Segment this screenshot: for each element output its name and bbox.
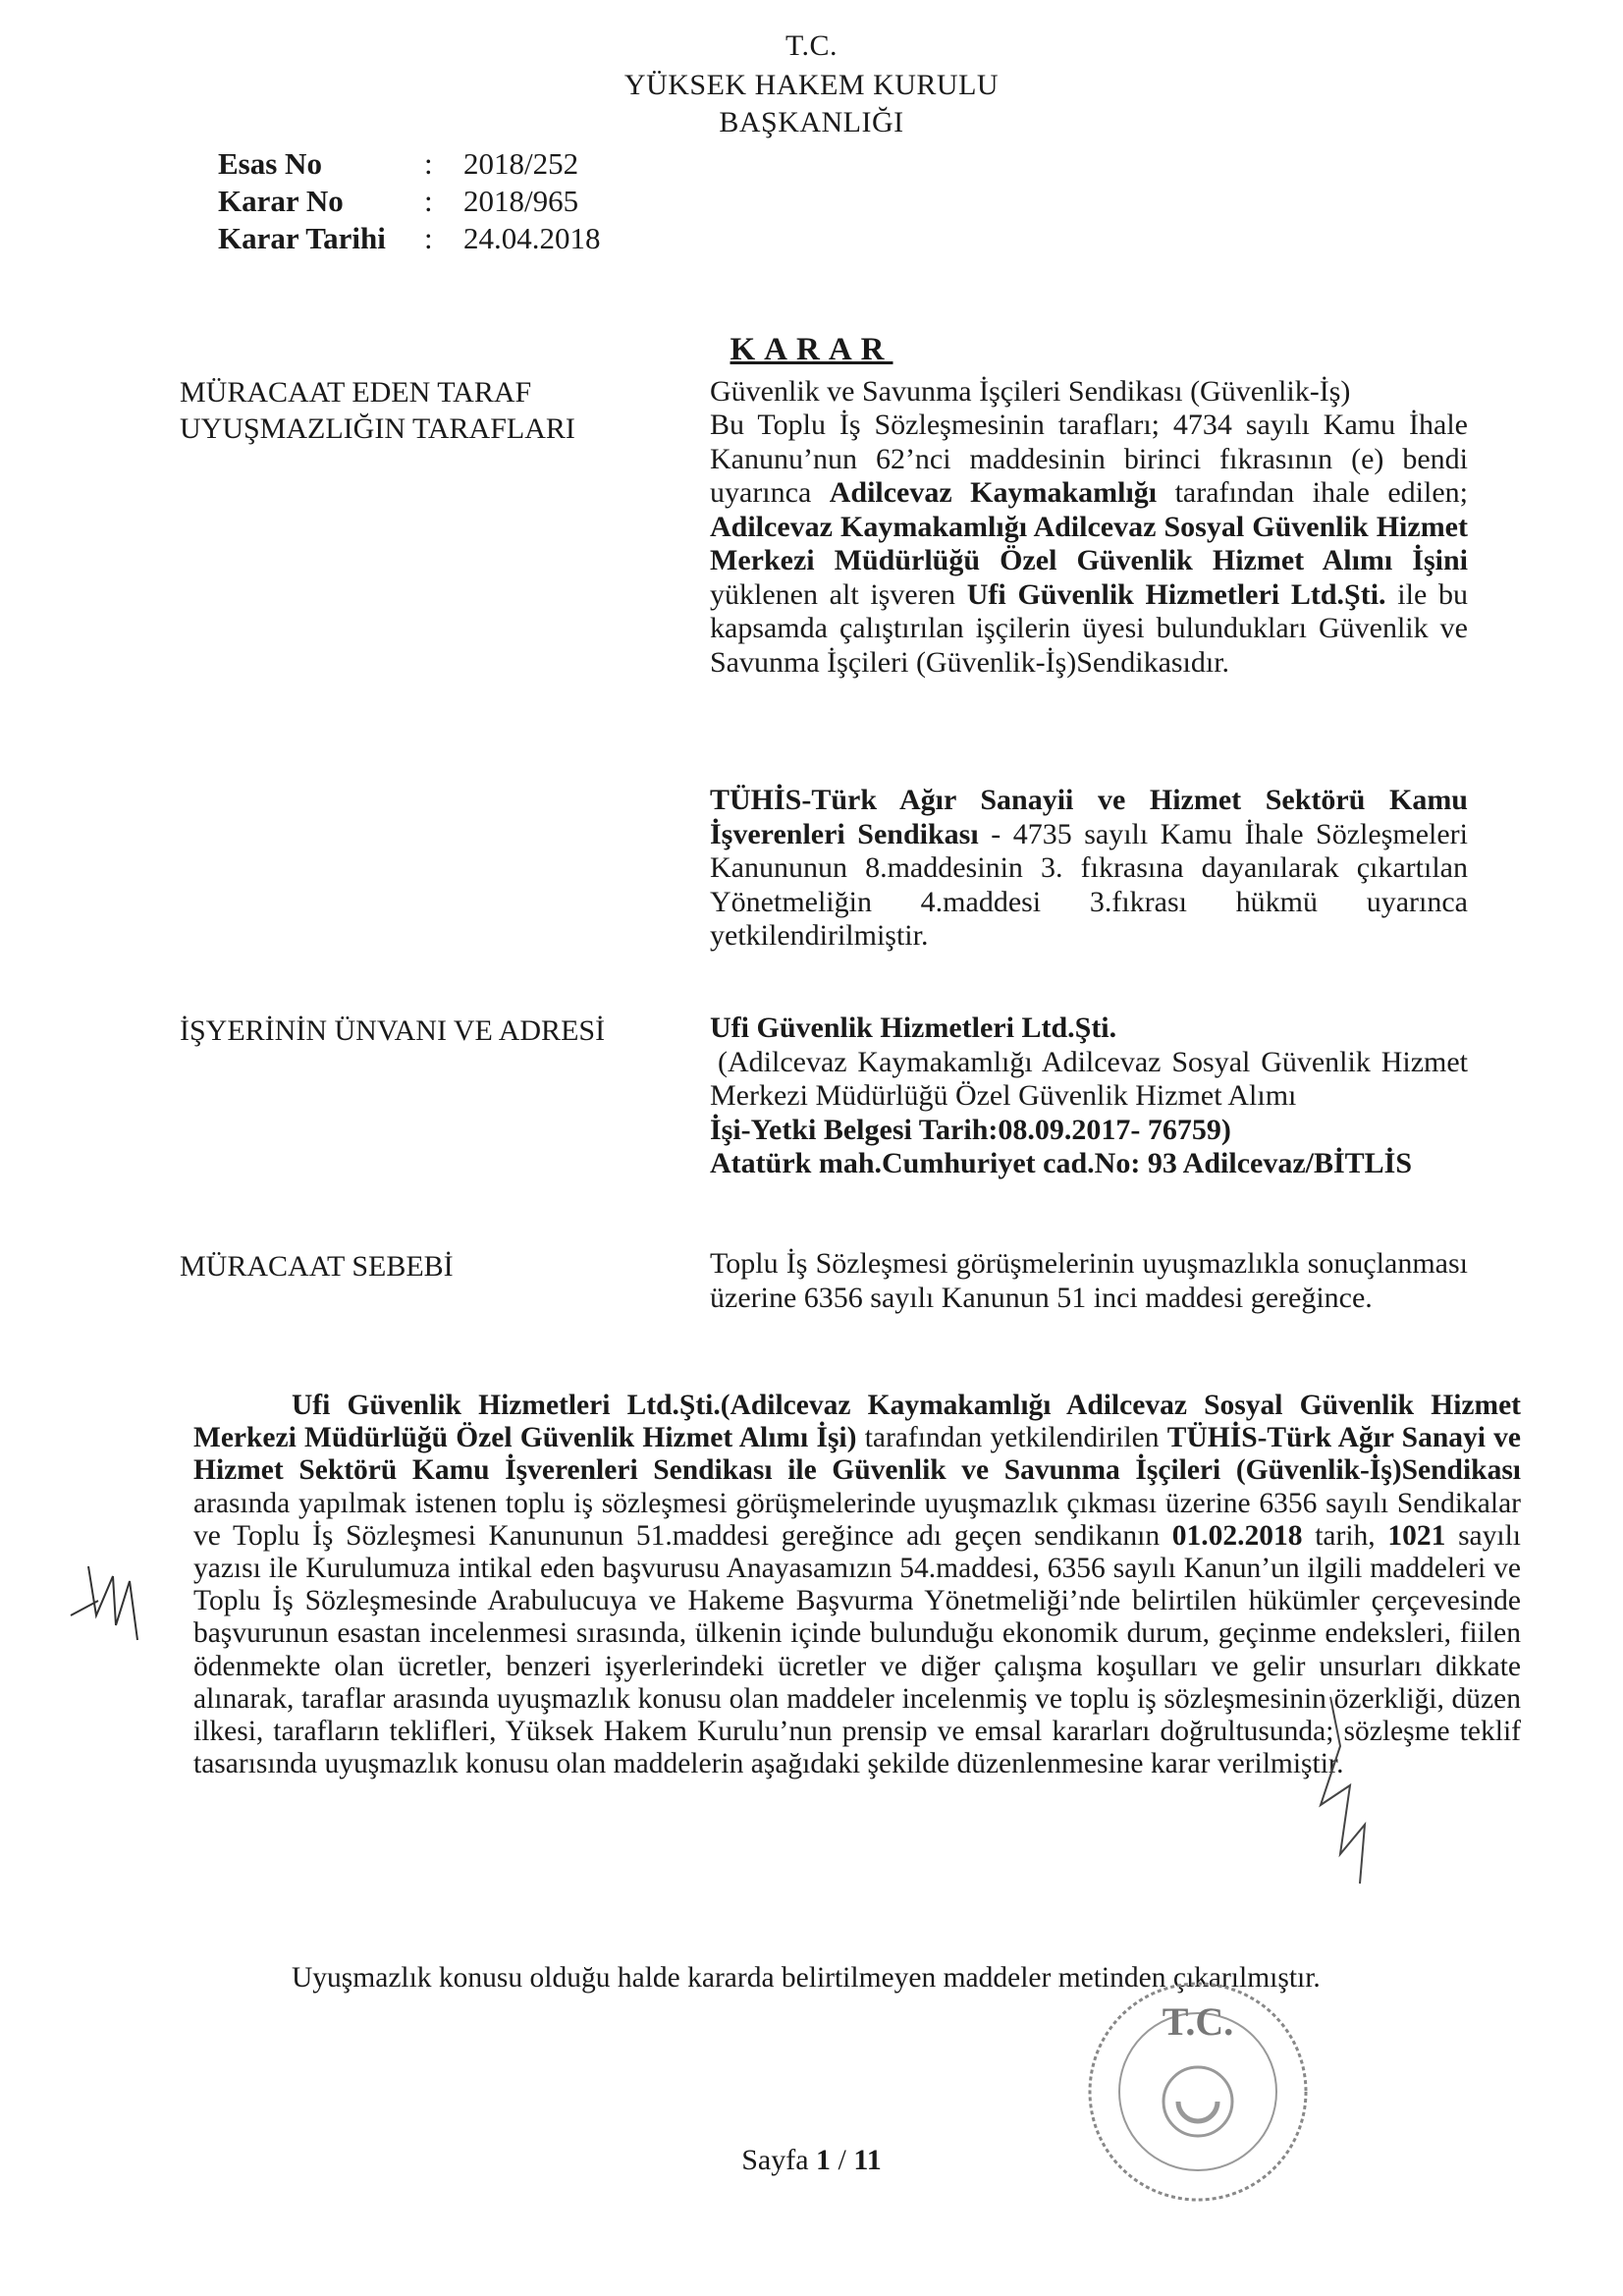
isyeri-detail: (Adilcevaz Kaymakamlığı Adilcevaz Sosyal Güvenlik Hizmet Merkezi Müdürlüğü Özel Güvenlik Hizmet Alımı — [710, 1045, 1468, 1112]
body-bold: 01.02.2018 — [1171, 1519, 1303, 1552]
page-number — [0, 2144, 1623, 2177]
meta-row-karar — [218, 183, 601, 220]
body-text: sayılı yazısı ile Kurulumuza intikal eden başvurusu Anayasamızın 54.maddesi, 6356 sayılı Kanun’un ilgili maddeleri ve Toplu İş Sözleşmesinde Arabulucuya ve Hakeme Başvurma Yönetmeliği’nde belirtilen hükümler çerçevesinde başvurunun esastan incelenmesi sırasında, ülkenin içinde bulunduğu ekonomik durum, geçinme endeksleri, fiilen ödenmekte olan ücretler, benzeri işyerlerindeki ücretler ve diğer çalışma koşulları ve gelir unsurları dikkate alınarak, taraflar arasında uyuşmazlık konusu olan maddeler incelenmiş ve toplu iş sözleşmesinin özerkliği, düzen ilkesi, tarafların teklifleri, Yüksek Hakem Kurulu’nun prensip ve emsal kararları doğrultusunda; sözleşme teklif tasarısında uyuşmazlık konusu olan maddelerin aşağıdaki şekilde düzenlenmesine karar verilmiştir. — [193, 1519, 1521, 1780]
body-paragraph-2: Uyuşmazlık konusu olduğu halde kararda belirtilmeyen maddeler metinden çıkarılmıştır. — [292, 1962, 1321, 1994]
taraflar-text: ile bu kapsamda çalıştırılan işçilerin üyesi bulundukları Güvenlik ve Savunma İşçileri (Güvenlik-İş)Sendikasıdır. — [710, 577, 1468, 679]
body-text: tarafından yetkilendirilen — [856, 1422, 1167, 1454]
body-text: tarih, — [1302, 1519, 1388, 1552]
isyeri-label: İŞYERİNİN ÜNVANI VE ADRESİ — [180, 1014, 606, 1047]
page-total: 11 — [853, 2144, 882, 2176]
uyusmazlik-taraflari-label: UYUŞMAZLIĞIN TARAFLARI — [180, 412, 575, 445]
taraflar-paragraph-1 — [710, 409, 1468, 680]
isyeri-yetki: İşi-Yetki Belgesi Tarih:08.09.2017- 76759) — [710, 1113, 1231, 1146]
handwritten-initial-icon — [59, 1547, 167, 1655]
meta-block — [218, 145, 601, 257]
body-bold: TÜHİS-Türk Ağır Sanayi ve Hizmet Sektörü Kamu İşverenleri Sendikası ile Güvenlik ve Savunma İşçileri (Güvenlik-İş)Sendikası — [193, 1422, 1522, 1487]
page-label: Sayfa — [741, 2144, 809, 2176]
taraflar-bold: Adilcevaz Kaymakamlığı — [829, 476, 1158, 509]
meta-value: 2018/252 — [463, 146, 579, 181]
muracaat-eden-value: Güvenlik ve Savunma İşçileri Sendikası (Güvenlik-İş) — [710, 375, 1351, 408]
meta-label: Karar Tarihi — [218, 221, 386, 255]
meta-value: 24.04.2018 — [463, 221, 601, 255]
meta-colon: : — [424, 221, 433, 255]
taraflar-bold: TÜHİS-Türk Ağır Sanayii ve Hizmet Sektörü Kamu İşverenleri Sendikası — [710, 784, 1468, 850]
handwritten-scribble-icon — [1311, 1687, 1389, 1893]
page-current: 1 — [816, 2144, 832, 2176]
muracaat-eden-label: MÜRACAAT EDEN TARAF — [180, 376, 532, 409]
meta-label: Karar No — [218, 184, 344, 218]
taraflar-paragraph-2 — [710, 784, 1468, 954]
meta-label: Esas No — [218, 146, 322, 181]
seal-text: T.C. — [1162, 1999, 1234, 2044]
taraflar-text: tarafından ihale edilen; — [1157, 476, 1468, 509]
header-institution: YÜKSEK HAKEM KURULU — [623, 69, 1000, 101]
body-text: arasında yapılmak istenen toplu iş sözleşmesi görüşmelerinde uyuşmazlık çıkması üzerine 6356 sayılı Sendikalar ve Toplu İş Sözleşmesi Kanununun 51.maddesi gereğince adı geçen sendikanın — [193, 1487, 1521, 1552]
body-bold: 1021 — [1387, 1519, 1446, 1552]
isyeri-name: Ufi Güvenlik Hizmetleri Ltd.Şti. — [710, 1011, 1117, 1044]
karar-title: KARAR — [730, 332, 893, 367]
header-baskanlik: BAŞKANLIĞI — [719, 106, 904, 138]
meta-colon: : — [424, 146, 433, 181]
isyeri-block — [710, 1011, 1468, 1181]
header-line-tc: T.C. — [784, 29, 839, 62]
body-bold: Ufi Güvenlik Hizmetleri Ltd.Şti.(Adilcevaz Kaymakamlığı Adilcevaz Sosyal Güvenlik Hizmet Merkezi Müdürlüğü Özel Güvenlik Hizmet Alımı İşi) — [193, 1390, 1521, 1454]
taraflar-bold: Adilcevaz Kaymakamlığı Adilcevaz Sosyal Güvenlik Hizmet Merkezi Müdürlüğü Özel Güvenlik Hizmet Alımı İşini — [710, 510, 1468, 576]
meta-value: 2018/965 — [463, 184, 579, 218]
meta-row-tarih — [218, 220, 601, 257]
muracaat-sebebi-value: Toplu İş Sözleşmesi görüşmelerinin uyuşmazlıkla sonuçlanması üzerine 6356 sayılı Kanunun 51 inci maddesi gereğince. — [710, 1247, 1468, 1314]
page-separator: / — [838, 2144, 846, 2176]
meta-colon: : — [424, 184, 433, 218]
taraflar-text: yüklenen alt işveren — [710, 577, 967, 611]
isyeri-adres: Atatürk mah.Cumhuriyet cad.No: 93 Adilcevaz/BİTLİS — [710, 1147, 1413, 1179]
meta-row-esas — [218, 145, 601, 183]
taraflar-bold: Ufi Güvenlik Hizmetleri Ltd.Şti. — [966, 577, 1386, 611]
taraflar-text: - 4735 sayılı Kamu İhale Sözleşmeleri Kanununun 8.maddesinin 3. fıkrasına dayanılarak çıkartılan Yönetmeliğin 4.maddesi 3.fıkrası hükmü uyarınca yetkilendirilmiştir. — [710, 817, 1469, 952]
taraflar-text: Bu Toplu İş Sözleşmesinin tarafları; 4734 sayılı Kamu İhale Kanunu’nun 62’nci maddesinin birinci fıkrasının (e) bendi uyarınca — [710, 409, 1468, 509]
muracaat-sebebi-label: MÜRACAAT SEBEBİ — [180, 1250, 454, 1283]
